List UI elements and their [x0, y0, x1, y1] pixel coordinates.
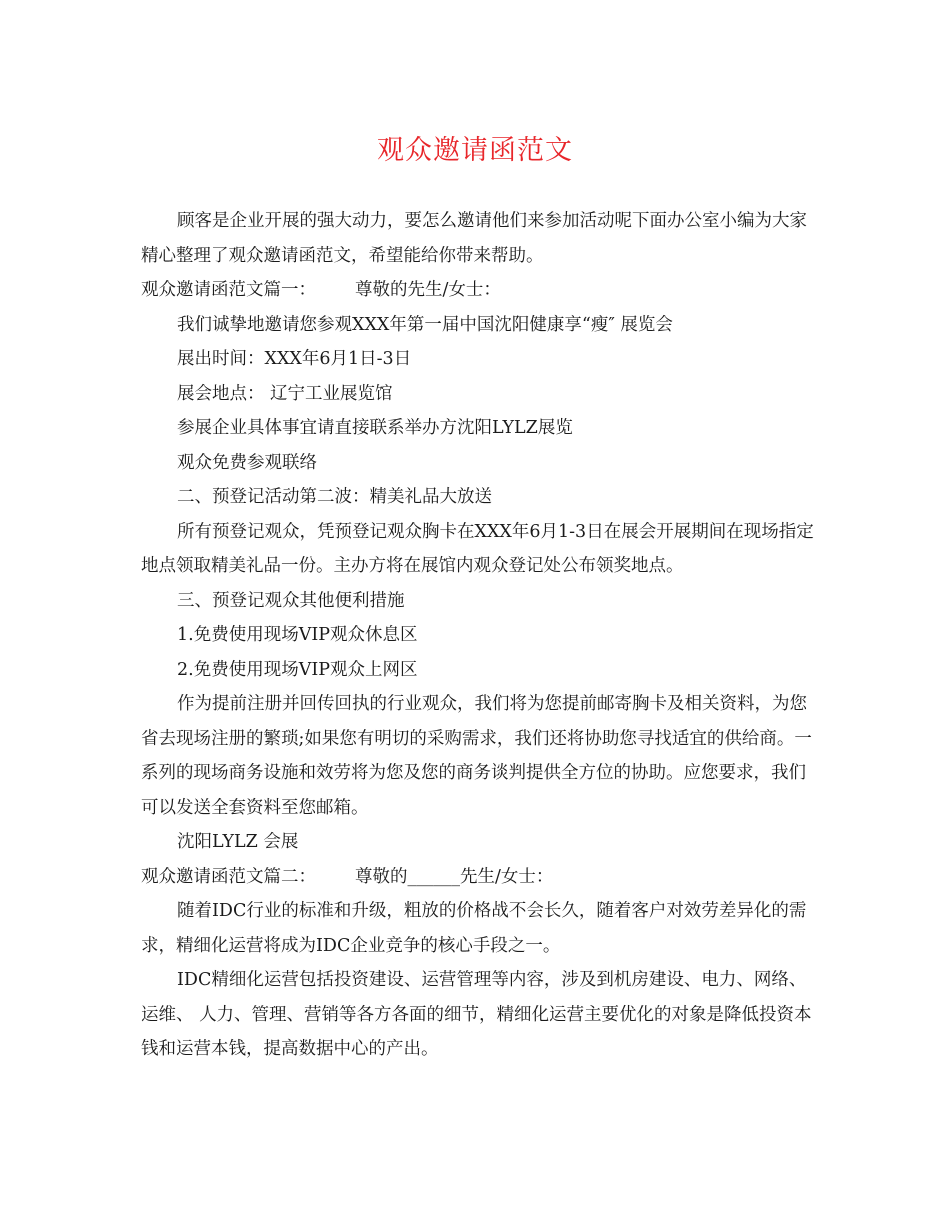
paragraph-vip-internet: 2.免费使用现场VIP观众上网区 [177, 659, 418, 680]
paragraph-section-three: 三、预登记观众其他便利措施 [177, 590, 405, 611]
paragraph-gift-details: 所有预登记观众，凭预登记观众胸卡在XXX年6月1-3日在展会开展期间在现场指定地点领取精美礼品一份。主办方将在展馆内观众登记处公布领奖地点。 [141, 521, 814, 576]
paragraph-letter-two-heading: 观众邀请函范文篇二： 尊敬的______先生/女士： [141, 866, 554, 887]
paragraph-free-visit: 观众免费参观联络 [177, 452, 317, 473]
paragraph-idc-industry: 随着IDC行业的标准和升级，粗放的价格战不会长久，随着客户对效劳差异化的需求，精细化运营将成为IDC企业竞争的核心手段之一。 [141, 901, 807, 956]
document-body [141, 204, 821, 1067]
paragraph-exhibitor-contact: 参展企业具体事宜请直接联系举办方沈阳LYLZ展览 [177, 418, 573, 438]
paragraph-vip-lounge: 1.免费使用现场VIP观众休息区 [177, 625, 418, 645]
paragraph-exhibition-venue: 展会地点： 辽宁工业展览馆 [177, 383, 393, 404]
document-title: 观众邀请函范文 [377, 135, 573, 166]
paragraph-invitation: 我们诚挚地邀请您参观XXX年第一届中国沈阳健康享“瘦″ 展览会 [177, 314, 673, 335]
paragraph-idc-operations: IDC精细化运营包括投资建设、运营管理等内容，涉及到机房建设、电力、网络、运维、 人力、管理、营销等各方各面的细节，精细化运营主要优化的对象是降低投资本钱和运营本钱，提高数据中心的产出。 [141, 970, 812, 1059]
paragraph-registration-benefits: 作为提前注册并回传回执的行业观众，我们将为您提前邮寄胸卡及相关资料，为您省去现场注册的繁琐;如果您有明切的采购需求，我们还将协助您寻找适宜的供给商。一系列的现场商务设施和效劳将为您及您的商务谈判提供全方位的协助。应您要求，我们可以发送全套资料至您邮箱。 [141, 694, 812, 818]
paragraph-exhibition-time: 展出时间：XXX年6月1日-3日 [177, 349, 412, 369]
paragraph-section-two: 二、预登记活动第二波：精美礼品大放送 [177, 487, 492, 507]
paragraph-intro: 顾客是企业开展的强大动力，要怎么邀请他们来参加活动呢下面办公室小编为大家精心整理了观众邀请函范文，希望能给你带来帮助。 [141, 211, 807, 266]
paragraph-signature: 沈阳LYLZ 会展 [177, 832, 299, 852]
paragraph-letter-one-heading: 观众邀请函范文篇一： 尊敬的先生/女士： [141, 280, 501, 300]
